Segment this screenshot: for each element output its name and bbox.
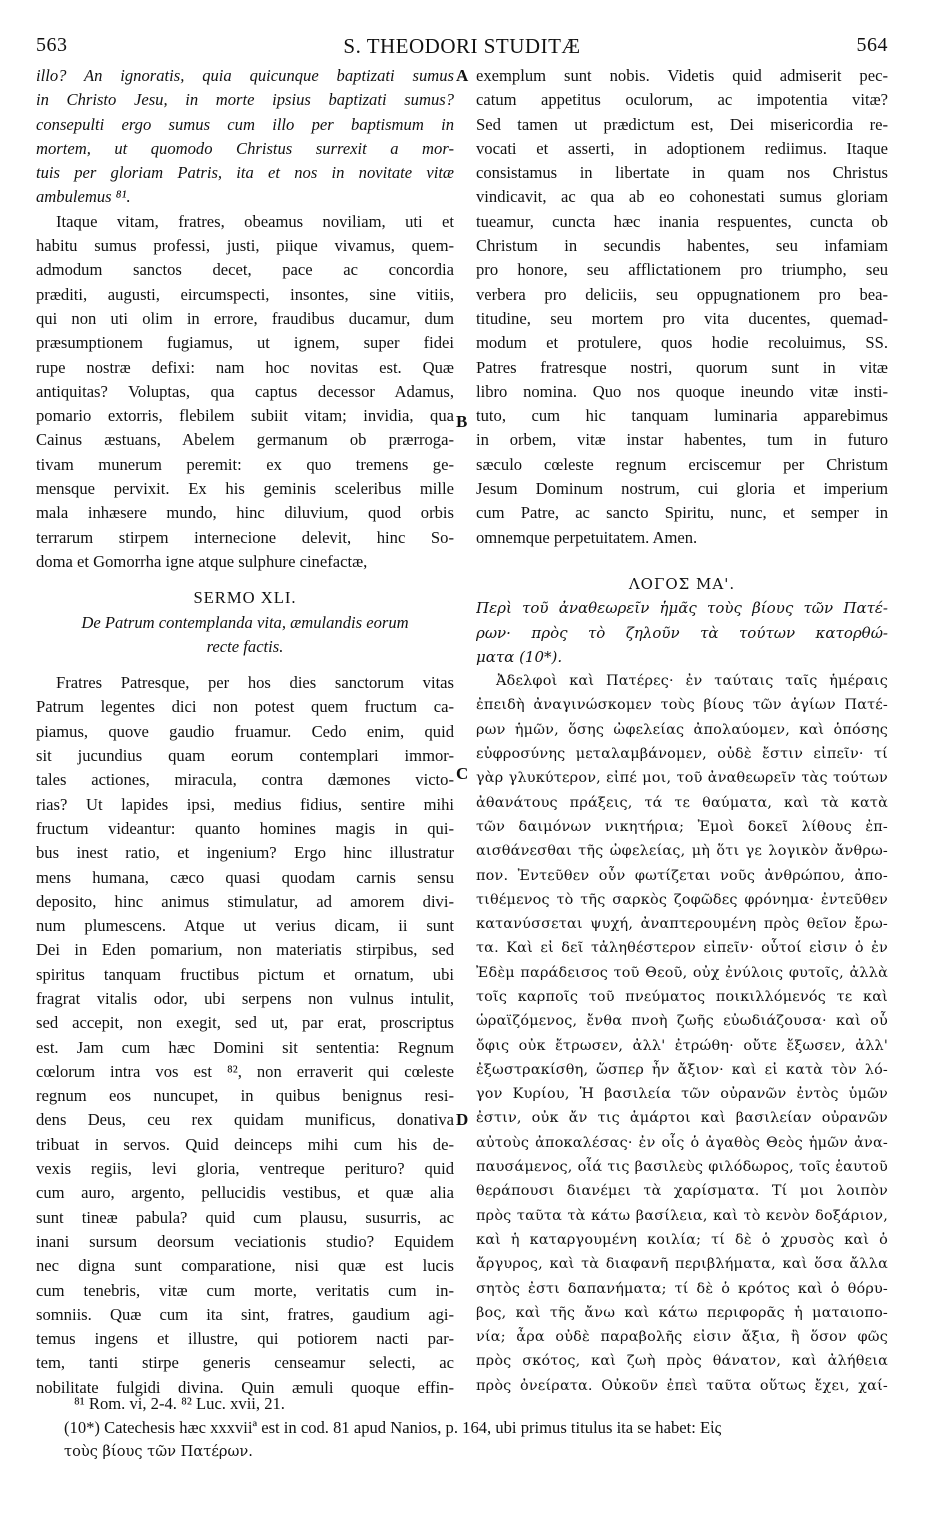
text-line: habitu sumus professi, justi, piique vivamus, quem- — [36, 236, 454, 256]
footnote-10-line2: τοὺς βίους τῶν Πατέρων. — [64, 1443, 253, 1460]
text-line: tales actiones, miracula, contra dæmones victo- — [36, 770, 454, 790]
text-line: tribuat in servos. Quid deinceps mihi cum his de- — [36, 1134, 454, 1154]
running-header — [36, 34, 888, 62]
text-line: libro nomina. Quo nos quoque ineundo vitæ insti- — [476, 381, 888, 401]
text-line: Sed tamen ut prædictum est, Dei misericordia re- — [476, 114, 888, 134]
margin-letter-c: C — [456, 764, 469, 783]
right-page-number: 564 — [856, 34, 888, 56]
intro-italic-block — [36, 64, 454, 210]
text-line: vindicavit, ac qua ab eo cohonestati sumus gloriam — [476, 187, 888, 207]
subtitle-line: De Patrum contemplanda vita, æmulandis eorum — [81, 612, 409, 632]
text-line: in orbem, vitæ instar habentes, tum in futuro — [476, 430, 888, 450]
greek-line: αισθάνεσθαι τῆς ὠφελείας, μὴ ὅτι γε λογικὸν ἄνθρω- — [476, 843, 888, 860]
text-line: deposito, hinc animus stimulatur, ad amorem divi- — [36, 891, 454, 911]
greek-line: τῶν δαιμόνων νικητήρια; Ἐμοὶ δοκεῖ λίθους ἐπ- — [476, 818, 888, 835]
text-line: tuto, cum hic tanquam luminaria apparebimus — [476, 406, 888, 426]
text-line: fructum videantur: quanto homines magis in qui- — [36, 818, 454, 838]
text-line: cum Patre, ac sancto Spiritu, nunc, et semper in — [476, 503, 888, 523]
greek-line: ἐξωστρακίσθη, ὥσπερ ἦν ἄξιον· καὶ εἰ κατὰ τὸν λό- — [476, 1061, 888, 1078]
text-line: mensque pervixit. Ex his geminis sceleribus mille — [36, 479, 454, 499]
greek-line: τα. Καὶ εἰ δεῖ τἀληθέστερον εἰπεῖν· οὗτοί εἰσιν ὁ ἐν — [476, 940, 888, 957]
greek-line: τιθέμενος τὸ τῆς σαρκὸς ζοφῶδες φρόνημα· ἐντεῦθεν — [476, 891, 888, 908]
greek-line: πρὸς σκότος, καὶ ζωὴ πρὸς θάνατον, καὶ ἀλήθεια — [476, 1353, 888, 1370]
text-line: illo? An ignoratis, quia quicunque baptizati sumus — [36, 66, 454, 85]
text-line: catum appetitus oculorum, ac impotentia vitæ? — [476, 90, 888, 110]
text-line: titudine, seu mortem pro vita ducentes, quemad- — [476, 308, 888, 328]
text-line: vexis regiis, levi gloria, ventreque perituro? quid — [36, 1159, 454, 1179]
paragraph-itaque — [36, 210, 454, 574]
text-line: qui non uti olim in errore, fraudibus ducamur, dum — [36, 308, 454, 328]
greek-line: ρων ἡμῶν, ὅσης ὠφελείας ἀπολαύομεν, καὶ ὁπόσης — [476, 721, 888, 738]
text-line: modum et protulere, quos hodie recoluimus, SS. — [476, 333, 888, 353]
greek-line: Ἐδὲμ παράδεισος τοῦ Θεοῦ, οὐχ ἐνύλοις φυτοῖς, ἀλλὰ — [476, 964, 888, 981]
text-line: nobilitate fulgidi divina. Quin æmuli quoque effin- — [36, 1377, 454, 1397]
running-title: S. THEODORI STUDITÆ — [343, 34, 581, 58]
text-line: sunt tineæ pabula? quid cum plausu, susurris, ac — [36, 1207, 454, 1227]
sermo-heading: SERMO XLI. — [193, 588, 297, 608]
text-line: piamus, quove gaudio fruamur. Cedo enim, quid — [36, 721, 454, 741]
text-line: bus inest ratio, et ingenium? Ergo hinc illustratur — [36, 843, 454, 863]
text-line: regnum eos nuncupet, in quibus benignus resi- — [36, 1086, 454, 1106]
text-line: somniis. Quæ cum ita sint, fratres, gaudium agi- — [36, 1304, 454, 1324]
text-line: sæculo cœleste regnum erciscemur per Christum — [476, 454, 888, 474]
greek-line: νία; ἆρα οὐδὲ παραβολῆς εἰσιν ἄξια, ἢ ὅσον φῶς — [476, 1329, 888, 1346]
text-line: sed accepit, non exegit, sed ut, par erat, proscriptus — [36, 1013, 454, 1033]
greek-line: γὰρ γλυκύτερον, εἰπέ μοι, τοῦ ἀναθεωρεῖν τὰς τούτων — [476, 770, 888, 787]
text-line: consepulti ergo sumus cum illo per baptismum in — [36, 114, 454, 134]
greek-line: παυσάμενος, οἷά τις βασιλεὺς φιλόδωρος, τοῖς ἑαυτοῦ — [476, 1159, 888, 1176]
logos-heading: ΛΟΓΟΣ ΜΑ'. — [628, 574, 736, 593]
text-line: antiquitas? Voluptas, qua captus decessor Adamus, — [36, 381, 454, 401]
greek-text — [476, 669, 888, 1398]
text-line: cum auro, argento, pellucidis vestibus, et quæ alia — [36, 1183, 454, 1203]
subtitle-line: Περὶ τοῦ ἀναθεωρεῖν ἡμᾶς τοὺς βίους τῶν Πατέ- — [476, 599, 888, 618]
text-line: præditi, augusti, eircumspecti, insontes, sine vitiis, — [36, 284, 454, 304]
greek-line: θεράπουσι διανέμει τὰ χαρίσματα. Τί μοι λοιπὸν — [476, 1183, 888, 1200]
greek-line: κατανύσσεται ψυχή, ἀναπτερουμένη πρὸς θεῖον ἔρω- — [476, 916, 888, 933]
text-line: Fratres Patresque, per hos dies sanctorum vitas — [56, 673, 454, 693]
text-line: vocati et asserti, in adoptionem rediimus. Itaque — [476, 138, 888, 158]
footnote-references: ⁸¹ Rom. vi, 2-4. ⁸² Luc. xvii, 21. — [74, 1394, 285, 1413]
sermo-subtitle — [36, 611, 454, 660]
text-line: verbera pro deliciis, seu oppugnationem pro bea- — [476, 284, 888, 304]
greek-line: ἀθανάτους πράξεις, τά τε θαύματα, καὶ τὰ κατὰ — [476, 794, 888, 811]
paragraph-fratres — [36, 671, 454, 1400]
greek-line: πρὸς ταῦτα τὰ κάτω βασίλεια, καὶ τὸ κενὸν δοξάριον, — [476, 1207, 888, 1224]
text-line: rupe nostræ defixi: nam hoc novitas est. Quæ — [36, 357, 454, 377]
text-line: nec digna sunt comparatione, nisi quæ est lucis — [36, 1256, 454, 1276]
greek-line: πον. Ἐντεῦθεν οὖν φωτίζεται νοῦς ἀνθρώπου, ἀπο- — [476, 867, 888, 884]
text-line: temus ingens et illustre, qui potiorem nacti par- — [36, 1329, 454, 1349]
margin-letter-a: A — [456, 66, 469, 85]
text-line: inani sursum deorsum veciationis studio? Equidem — [36, 1231, 454, 1251]
text-line: Patres fratresque nostri, quorum sunt in vitæ — [476, 357, 888, 377]
greek-line: ἄργυρος, καὶ τὰ διαφανῆ περιβλήματα, καὶ ὅσα ἄλλα — [476, 1256, 888, 1273]
text-line: tivam munerum peremit: ex quo tremens ge- — [36, 454, 454, 474]
greek-line: ἐπειδὴ ἀναγινώσκομεν τοὺς βίους τῶν ἁγίων Πατέ- — [476, 697, 888, 714]
text-line: doma et Gomorrha igne atque sulphure cinefactæ, — [36, 551, 368, 571]
text-line: sit jucundius quam eorum contemplari immor- — [36, 746, 454, 766]
text-line: terrarum stirpem internecione delevit, hinc So- — [36, 527, 454, 547]
greek-line: τοῖς καρποῖς τοῦ πνεύματος ποικιλλόμενός τε καὶ — [476, 988, 888, 1005]
text-line: ambulemus ⁸¹. — [36, 187, 131, 207]
greek-line: καὶ ἡ καταργουμένη κοιλία; τί δὲ ὁ χρυσὸς καὶ ὁ — [476, 1231, 888, 1248]
text-line: num plumescens. Atque ut verius dicam, ii sunt — [36, 916, 454, 936]
margin-letter-d: D — [456, 1110, 469, 1129]
left-page-number: 563 — [36, 34, 68, 56]
text-line: consistamus in libertate in quam nos Christus — [476, 163, 888, 183]
text-line: omnemque perpetuitatem. Amen. — [476, 527, 698, 547]
text-line: Jesum Dominum nostrum, cui gloria et imperium — [476, 479, 888, 499]
right-column — [476, 64, 888, 1398]
greek-line: ὄφις οὐκ ἔτρωσεν, ἀλλ' ἐτρώθη· οὔτε ἔξωσεν, ἀλλ' — [476, 1037, 888, 1054]
text-line: rias? Ut lapides ipsi, medius fidius, sentire mihi — [36, 794, 454, 814]
text-line: pomario extorris, flebilem subiit vitam; invidia, qua — [36, 406, 454, 426]
text-line: fragrat vitalis odor, ubi serpens non vulnus intulit, — [36, 988, 454, 1008]
margin-letter-b: B — [456, 412, 468, 431]
text-line: cœlorum intra vos est ⁸², non erraverit qui cœleste — [36, 1061, 454, 1081]
greek-line: σητὸς ἐστι δαπανήματα; τί δὲ ὁ κρότος καὶ ὁ θόρυ- — [476, 1280, 888, 1297]
greek-line: αὐτοὺς ἀποκαλέσας· ἐν οἷς ὁ ἀγαθὸς Θεὸς ἡμῶν ἀνα- — [476, 1134, 888, 1151]
text-line: Patrum legentes dici non potest quem fructum ca- — [36, 697, 454, 717]
text-line: dens Deus, ceu rex quidam munificus, donativa — [36, 1110, 454, 1130]
greek-line: γον Κυρίου, Ἡ βασιλεία τῶν οὐρανῶν ἐντὸς ὑμῶν — [476, 1086, 888, 1103]
text-line: pro honore, seu afflictationem pro triumpho, seu — [476, 260, 888, 280]
footnotes — [36, 1392, 888, 1464]
left-column — [36, 64, 454, 1400]
footnote-10-line1: (10*) Catechesis hæc xxxviiª est in cod. 81 apud Nanios, p. 164, ubi primus titulus ita se habet: Εἰς — [64, 1418, 722, 1437]
text-line: tem, tanti stirpe generis censeamur selecti, ac — [36, 1353, 454, 1373]
text-line: in Christo Jesu, in morte ipsius baptizati sumus? — [36, 90, 454, 110]
greek-line: εὐφροσύνης μεταλαμβάνομεν, οὐδὲ ἔστιν εἰπεῖν· τί — [476, 746, 888, 763]
text-line: mala inhæsere mundo, hinc diluvium, quod orbis — [36, 503, 454, 523]
greek-line: ἐστιν, οὐκ ἄν τις ἁμάρτοι καὶ βασιλείαν οὐρανῶν — [476, 1110, 888, 1127]
paragraph-exemplum — [476, 64, 888, 550]
text-line: exemplum sunt nobis. Videtis quid admiserit pec- — [476, 66, 888, 85]
greek-line: πρὸς ὀνείρατα. Οὐκοῦν ἐπεὶ ταῦτα οὕτως ἔχει, χαί- — [476, 1377, 888, 1394]
greek-line: βος, καὶ τῆς ἄνω καὶ κάτω περιφορᾶς ἡ ματαιοπο- — [476, 1304, 888, 1321]
text-line: tueamur, cuncta hæc inania respuentes, cuncta ob — [476, 211, 888, 231]
text-line: mens humana, cæco quasi quodam carnis sensu — [36, 867, 454, 887]
text-line: Itaque vitam, fratres, obeamus noviliam, uti et — [56, 211, 454, 231]
text-line: Dei in Eden pomarium, non materiatis stirpibus, sed — [36, 940, 454, 960]
text-line: tuis per gloriam Patris, ita et nos in novitate vitæ — [36, 163, 454, 183]
text-line: spiritus tanquam fructibus pictum et ornatum, ubi — [36, 964, 454, 984]
text-line: cum tenebris, vitæ cum morte, veritatis cum in- — [36, 1280, 454, 1300]
subtitle-line: ματα (10*). — [476, 647, 563, 666]
text-line: Cainus æstuans, Abelem germanum ob prærroga- — [36, 430, 454, 450]
text-line: Christum in secundis habentes, seu infamiam — [476, 236, 888, 256]
text-line: mortem, ut quomodo Christus surrexit a mor- — [36, 138, 454, 158]
text-line: admodum sanctos decet, pace ac concordia — [36, 260, 454, 280]
greek-line: Ἀδελφοὶ καὶ Πατέρες· ἐν ταύταις ταῖς ἡμέραις — [496, 673, 888, 690]
text-line: est. Jam cum hæc Domini sit sententia: Regnum — [36, 1037, 454, 1057]
subtitle-line: recte factis. — [206, 636, 284, 656]
text-line: præsumptionem fugiamus, ut ignem, super fidei — [36, 333, 454, 353]
greek-line: ὡραϊζόμενος, ἔνθα πνοὴ ζωῆς εὐωδιάζουσα· καὶ οὗ — [476, 1013, 888, 1030]
subtitle-line: ρων· πρὸς τὸ ζηλοῦν τὰ τούτων κατορθώ- — [476, 623, 888, 642]
logos-subtitle — [476, 596, 888, 669]
